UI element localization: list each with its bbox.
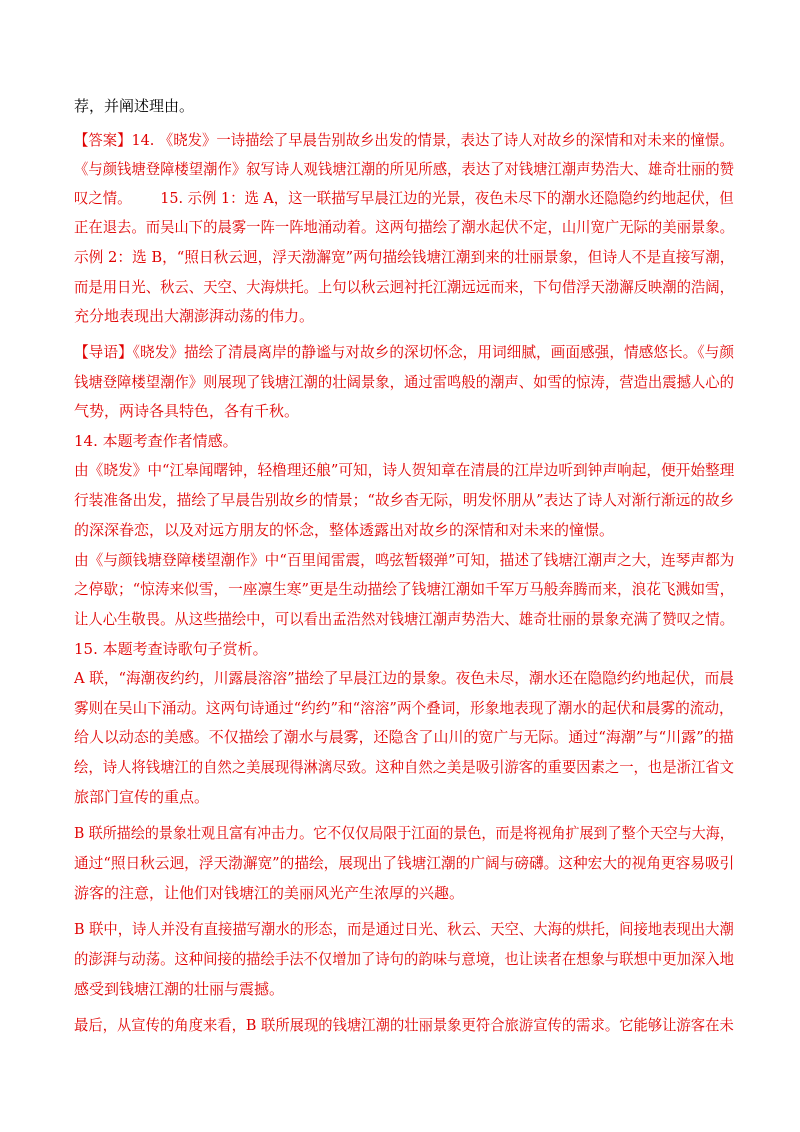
text-line: 由《晓发》中“江皋闻曙钟，轻橹理还艆”可知，诗人贺知章在清晨的江岸边听到钟声响起，便开始整理 — [74, 461, 735, 479]
text-line: 气势，两诗各具特色，各有千秋。 — [74, 402, 300, 420]
answer-line: 【答案】14. 《晓发》一诗描绘了早晨告别故乡出发的情景，表达了诗人对故乡的深情和对未来的憧憬。 — [74, 131, 734, 149]
text-line: 而是用日光、秋云、天空、大海烘托。上句以秋云迥衬托江潮远远而来，下句借浮天渤澥反映潮的浩阔， — [74, 278, 734, 296]
guide-line: 【导语】《晓发》描绘了清晨离岸的静谧与对故乡的深切怀念，用词细腻，画面感强，情感悠长。《与颜 — [74, 343, 735, 361]
text-line: B 联中，诗人并没有直接描写潮水的形态，而是通过日光、秋云、天空、大海的烘托，间接地表现出大潮 — [74, 920, 734, 938]
text-line: 的澎湃与动荡。这种间接的描绘手法不仅增加了诗句的韵味与意境，也让读者在想象与联想中更加深入地 — [74, 950, 734, 968]
text-line: 通过“照日秋云迥，浮天渤澥宽”的描绘，展现出了钱塘江潮的广阔与磅礴。这种宏大的视角更容易吸引 — [74, 854, 735, 872]
text-line: 的深深眷恋，以及对远方朋友的怀念，整体透露出对故乡的深情和对未来的憧憬。 — [74, 521, 615, 539]
text-line: 雾则在吴山下涌动。这两句诗通过“约约”和“溶溶”两个叠词，形象地表现了潮水的起伏和晨雾的流动， — [74, 699, 734, 717]
text-line: 最后，从宣传的角度来看，B 联所展现的钱塘江潮的壮丽景象更符合旅游宣传的需求。它能够让游客在未 — [74, 1016, 734, 1034]
text-line: 示例 2：选 B，“照日秋云迥，浮天渤澥宽”两句描绘钱塘江潮到来的壮丽景象，但诗人不是直接写潮， — [74, 248, 735, 266]
text-line: 游客的注意，让他们对钱塘江的美丽风光产生浓厚的兴趣。 — [74, 884, 465, 902]
text-line: 绘，诗人将钱塘江的自然之美展现得淋漓尽致。这种自然之美是吸引游客的重要因素之一，也是浙江省文 — [74, 758, 734, 776]
text-line: 充分地表现出大潮澎湃动荡的伟力。 — [74, 307, 315, 325]
text-line: 正在退去。而吴山下的晨雾一阵一阵地涌动着。这两句描绘了潮水起伏不定，山川宽广无际的美丽景象。 — [74, 218, 734, 236]
text-line: 让人心生敬畏。从这些描绘中，可以看出孟浩然对钱塘江潮声势浩大、雄奇壮丽的景象充满了赞叹之情。 — [74, 610, 734, 628]
text-line: A 联，“海潮夜约约，川露晨溶溶”描绘了早晨江边的景象。夜色未尽，潮水还在隐隐约约地起伏，而晨 — [74, 669, 734, 687]
text-line: 钱塘登障楼望潮作》则展现了钱塘江潮的壮阔景象，通过雷鸣般的潮声、如雪的惊涛，营造出震撼人心的 — [74, 373, 734, 391]
text-line: 旅部门宣传的重点。 — [74, 788, 210, 806]
text-line: 荐，并阐述理由。 — [74, 97, 195, 115]
text-line: 感受到钱塘江潮的壮丽与震撼。 — [74, 980, 285, 998]
text-line: 15. 本题考查诗歌句子赏析。 — [74, 640, 268, 658]
text-line: 由《与颜钱塘登障楼望潮作》中“百里闻雷震，鸣弦暂辍弹”可知，描述了钱塘江潮声之大，连琴声都为 — [74, 551, 735, 569]
text-line: 之停歇；“惊涛来似雪，一座凛生寒”更是生动描绘了钱塘江潮如千军万马般奔腾而来，浪花飞溅如雪， — [74, 580, 735, 598]
text-line — [74, 188, 734, 208]
text-segment: 15. 示例 1：选 A，这一联描写早晨江边的光景，夜色未尽下的潮水还隐隐约约地起伏，但 — [160, 189, 734, 207]
text-line: 给人以动态的美感。不仅描绘了潮水与晨雾，还隐含了山川的宽广与无际。通过“海潮”与“川露”的描 — [74, 728, 734, 746]
text-line: 行装准备出发，描绘了早晨告别故乡的情景；“故乡杳无际，明发怀朋从”表达了诗人对渐行渐远的故乡 — [74, 491, 735, 509]
text-line: B 联所描绘的景象壮观且富有冲击力。它不仅仅局限于江面的景色，而是将视角扩展到了整个天空与大海， — [74, 824, 734, 842]
text-line: 14. 本题考查作者情感。 — [74, 432, 238, 450]
text-line: 《与颜钱塘登障楼望潮作》叙写诗人观钱塘江潮的所见所感，表达了对钱塘江潮声势浩大、雄奇壮丽的赞 — [74, 160, 734, 178]
text-segment: 叹之情。 — [74, 189, 132, 207]
